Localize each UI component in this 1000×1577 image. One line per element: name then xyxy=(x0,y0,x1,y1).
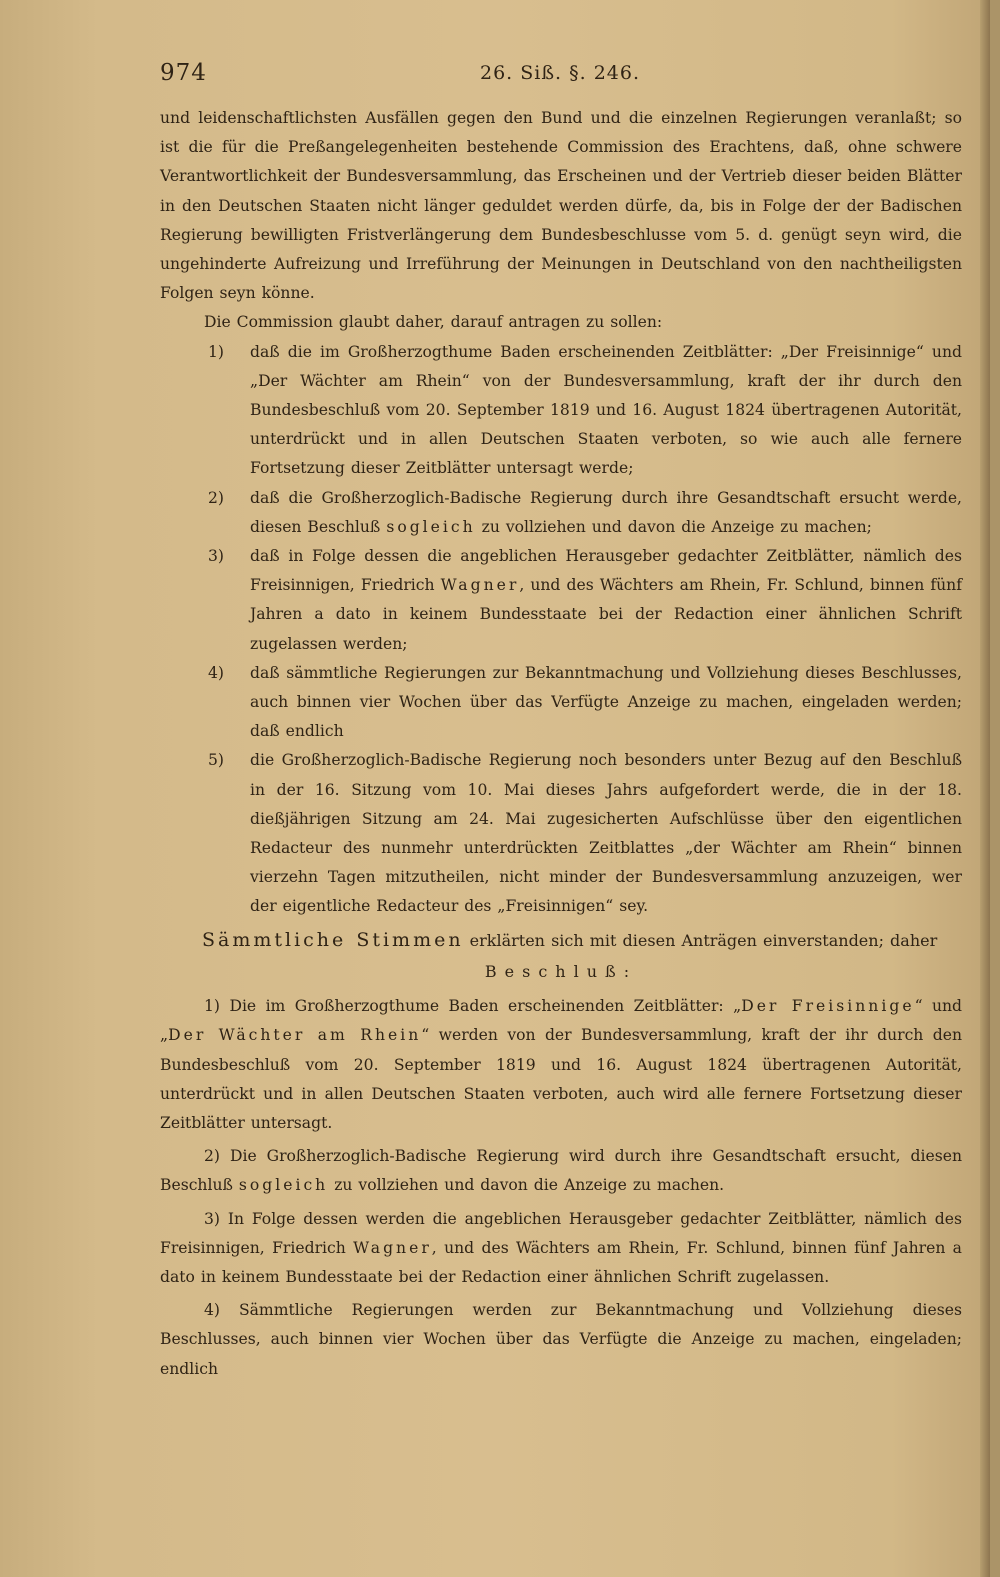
proposal-item-3 xyxy=(160,542,962,659)
page-header xyxy=(160,60,962,94)
proposal-item-5 xyxy=(160,746,962,921)
resolution-item-2 xyxy=(160,1142,962,1200)
resolution-number: 2) xyxy=(204,1147,221,1166)
proposal-text-after: zu vollziehen und davon die Anzeige zu machen; xyxy=(475,517,872,536)
resolution-emphasis-1: Der Freisinnige xyxy=(741,997,915,1016)
vote-lead: Sämmtliche Stimmen xyxy=(202,928,464,951)
proposal-number: 3) xyxy=(208,547,225,566)
proposal-text xyxy=(250,484,962,542)
resolution-text-after: , und des Wächters am Rhein, Fr. Schlund, binnen fünf Jahren a dato in keinem Bundesstaate bei der Redaction einer ähnlichen Schrift zugelassen. xyxy=(160,1238,962,1286)
commission-line: Die Commission glaubt daher, darauf antragen zu sollen: xyxy=(204,313,663,332)
proposal-number: 1) xyxy=(208,342,225,361)
resolution-number: 3) xyxy=(204,1209,221,1228)
proposal-text-before: daß die Großherzoglich-Badische Regierung durch ihre Gesandtschaft ersucht werde, diesen Beschluß xyxy=(250,488,962,536)
proposal-number: 5) xyxy=(208,751,225,770)
resolution-emphasis-2: Der Wächter am Rhein xyxy=(168,1026,422,1045)
resolution-text: Sämmtliche Regierungen werden zur Bekanntmachung und Vollziehung dieses Beschlusses, auch binnen vier Wochen über das Verfügte die Anzeige zu machen, eingeladen; endlich xyxy=(160,1301,962,1378)
proposal-number: 2) xyxy=(208,488,225,507)
resolution-text-after: zu vollziehen und davon die Anzeige zu machen. xyxy=(328,1176,725,1195)
resolution-item-3 xyxy=(160,1205,962,1293)
resolution-item-1 xyxy=(160,992,962,1138)
intro-paragraph: und leidenschaftlichsten Ausfällen gegen den Bund und die einzelnen Regierungen veranlaßt; so ist die für die Preßangelegenheiten bestehende Commission des Erachtens, daß, ohne schwere Verantwortlichkeit der Bundesversammlung, das Erscheinen und der Vertrieb dieser beiden Blätter in den Deutschen Staaten nicht länger geduldet werden dürfe, da, bis in Folge der der Badischen Regierung bewilligten Fristverlängerung dem Bundesbeschlusse vom 5. d. genügt seyn wird, die ungehinderte Aufreizung und Irreführung der Meinungen in Deutschland von den nachtheiligsten Folgen seyn könne. xyxy=(160,109,962,303)
page-body xyxy=(160,104,962,1388)
resolution-emphasis: Wagner xyxy=(353,1238,432,1257)
proposal-text: daß die im Großherzogthume Baden erscheinenden Zeitblätter: „Der Freisinnige“ und „Der Wächter am Rhein“ von der Bundesversammlung, kraft der ihr durch den Bundesbeschluß vom 20. September 1819 und 16. August 1824 übertragenen Autorität, unterdrückt und in allen Deutschen Staaten verboten, so wie auch alle fernere Fortsetzung dieser Zeitblätter untersagt werde; xyxy=(250,342,962,478)
resolution-number: 4) xyxy=(204,1301,221,1320)
proposal-text-before: daß in Folge dessen die angeblichen Herausgeber gedachter Zeitblätter, nämlich des Freisinnigen, Friedrich xyxy=(250,547,962,595)
proposal-number: 4) xyxy=(208,663,225,682)
page-edge xyxy=(980,0,990,1577)
page-number: 974 xyxy=(160,60,207,86)
proposal-item-2 xyxy=(160,484,962,542)
running-head: 26. Siß. §. 246. xyxy=(480,62,641,84)
vote-rest: erklärten sich mit diesen Anträgen einverstanden; daher xyxy=(463,930,938,950)
resolution-text-before: Die im Großherzogthume Baden erscheinenden Zeitblätter: „ xyxy=(229,997,742,1016)
resolution-text-before: In Folge dessen werden die angeblichen Herausgeber gedachter Zeitblätter, nämlich des Freisinnigen, Friedrich xyxy=(160,1209,962,1257)
proposal-text xyxy=(250,542,962,659)
resolution-heading: Beschluß: xyxy=(484,961,638,981)
resolution-emphasis: sogleich xyxy=(238,1176,329,1195)
proposal-emphasis: Wagner xyxy=(440,576,520,595)
resolution-number: 1) xyxy=(204,997,221,1016)
resolution-item-4 xyxy=(160,1296,962,1384)
proposal-item-4 xyxy=(160,659,962,747)
vote-line xyxy=(202,926,962,955)
proposal-emphasis: sogleich xyxy=(386,517,476,536)
proposal-text: daß sämmtliche Regierungen zur Bekanntmachung und Vollziehung dieses Beschlusses, auch binnen vier Wochen über das Verfügte Anzeige zu machen, eingeladen werden; daß endlich xyxy=(250,663,962,741)
proposal-item-1 xyxy=(160,338,962,484)
proposal-text-after: , und des Wächters am Rhein, Fr. Schlund, binnen fünf Jahren a dato in keinem Bundesstaate bei der Redaction einer ähnlichen Schrift zugelassen werden; xyxy=(250,576,962,653)
resolution-text-after: “ werden von der Bundesversammlung, kraft der ihr durch den Bundesbeschluß vom 20. September 1819 und 16. August 1824 übertragenen Autorität, unterdrückt und in allen Deutschen Staaten verboten, auch wird alle fernere Fortsetzung dieser Zeitblätter untersagt. xyxy=(160,1026,962,1132)
resolution-text-mid: “ und „ xyxy=(160,997,963,1045)
proposal-text: die Großherzoglich-Badische Regierung noch besonders unter Bezug auf den Beschluß in der 16. Sitzung vom 10. Mai dieses Jahrs aufgefordert werde, die in der 18. dießjährigen Sitzung am 24. Mai zugesicherten Aufschlüsse über den eigentlichen Redacteur des nunmehr unterdrückten Zeitblattes „der Wächter am Rhein“ binnen vierzehn Tagen mitzutheilen, nicht minder der Bundesversammlung anzuzeigen, wer der eigentliche Redacteur des „Freisinnigen“ sey. xyxy=(250,751,962,916)
resolution-text-before: Die Großherzoglich-Badische Regierung wird durch ihre Gesandtschaft ersucht, diesen Beschluß xyxy=(160,1147,963,1195)
